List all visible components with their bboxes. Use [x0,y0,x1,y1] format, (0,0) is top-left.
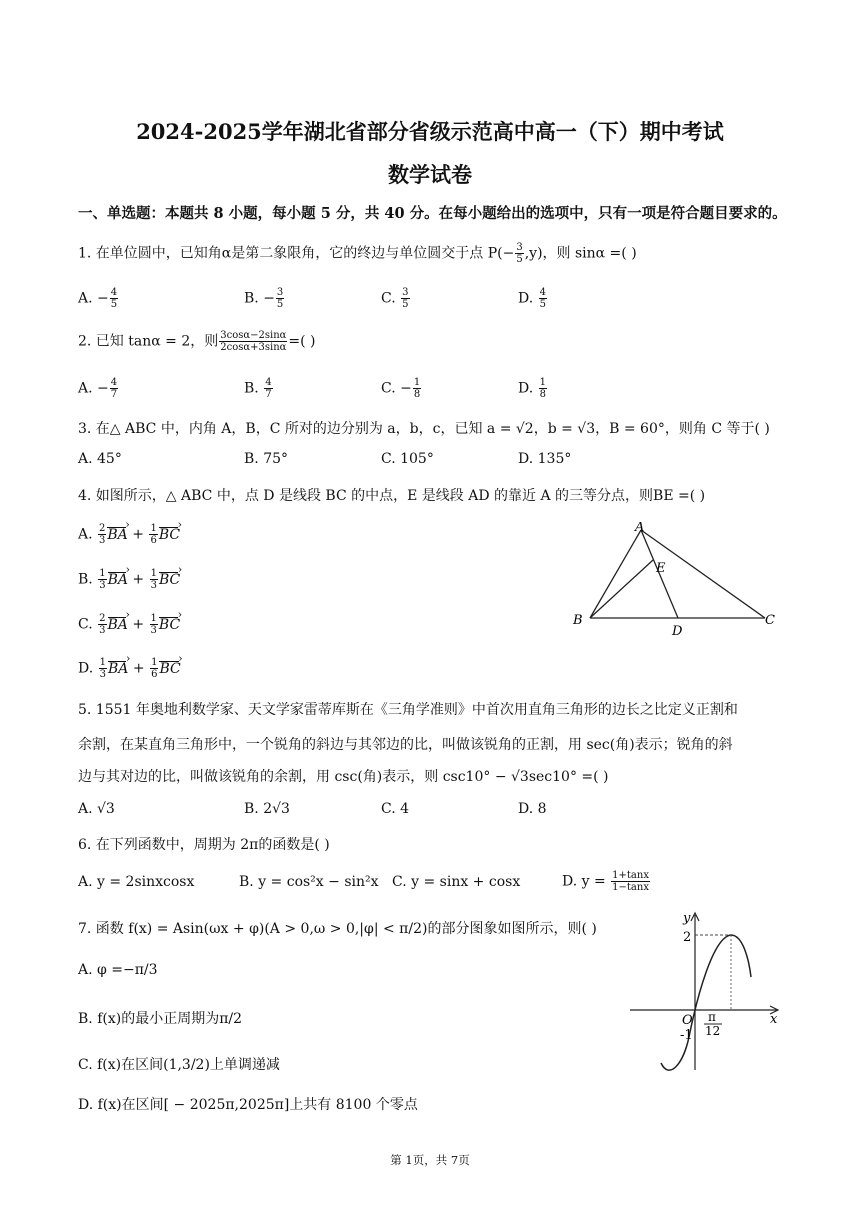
sine-graph-figure [625,905,790,1075]
graph-label-12: 12 [705,1024,721,1038]
page-subtitle: 数学试卷 [388,162,472,187]
q5-option-d: D. 8 [518,801,547,817]
q7-option-b: B. f(x)的最小正周期为π/2 [78,1011,243,1027]
graph-label-o: O [682,1013,693,1028]
q5-option-c: C. 4 [381,801,410,817]
q2-numerator: 3cosα−2sinα [220,330,287,341]
q7-option-d: D. f(x)在区间[ − 2025π,2025π]上共有 8100 个零点 [78,1097,418,1113]
graph-label-x: x [770,1012,778,1027]
q6-option-b: B. y = cos²x − sin²x [239,874,379,890]
q6-option-c: C. y = sinx + cosx [392,874,521,890]
triangle-figure [565,522,785,642]
question-7: 7. 函数 f(x) = Asin(ωx + φ)(A > 0,ω > 0,|φ| < π/2)的部分图象如图所示，则( ) [78,921,597,937]
q5-option-b: B. 2√3 [244,801,290,817]
q1-option-c: C. $\frac{3}{5}$ [381,287,409,310]
q1-option-b: B. − $\frac{3}{5}$ [244,287,284,310]
label-b: B [573,613,583,628]
q2-option-c: C. − $\frac{1}{8}$ [381,377,421,400]
q3-option-c: C. 105° [381,451,434,467]
label-c: C [765,613,775,628]
page-footer: 第 1页，共 7页 [390,1153,470,1167]
q1-text-pre: 1. 在单位圆中，已知角α是第二象限角，它的终边与单位圆交于点 P(− [78,245,515,262]
graph-label-y: y [683,911,691,926]
question-2 [78,330,316,353]
section-heading: 一、单选题：本题共 8 小题，每小题 5 分，共 40 分。在每小题给出的选项中，只有一项是符合题目要求的。 [78,205,787,222]
q7-option-a: A. φ =−π/3 [78,962,158,978]
q6-option-a: A. y = 2sinxcosx [78,874,195,890]
q3-option-b: B. 75° [244,451,289,467]
label-a: A [635,522,645,535]
label-d: D [672,624,683,639]
q2-option-a: A. − $\frac{4}{7}$ [78,377,118,400]
q1-option-d: D. $\frac{4}{5}$ [518,287,547,310]
q2-option-d: D. $\frac{1}{8}$ [518,377,547,400]
q5-option-a: A. √3 [78,801,115,817]
label-e: E [656,561,666,576]
q2-text-post: =( ) [288,333,316,350]
question-5-line1: 5. 1551 年奥地利数学家、天文学家雷蒂库斯在《三角学准则》中首次用直角三角形的边长之比定义正割和 [78,702,738,718]
page-title: 2024-2025学年湖北省部分省级示范高中高一（下）期中考试 [136,119,724,144]
question-6: 6. 在下列函数中，周期为 2π的函数是( ) [78,837,330,853]
q4-option-c: C. $\frac{2}{3}$ BA › + $\frac{1}{3}$ BC › [78,613,180,636]
graph-label-pi: π [708,1010,716,1024]
q2-option-b: B. $\frac{4}{7}$ [244,377,272,400]
q7-option-c: C. f(x)在区间(1,3/2)上单调递减 [78,1057,280,1073]
graph-label-2: 2 [683,930,692,945]
q2-text-pre: 2. 已知 tanα = 2，则 [78,333,219,350]
q2-denominator: 2cosα+3sinα [220,342,287,353]
graph-label-neg1: -1 [680,1028,693,1043]
question-5-line3: 边与其对边的比，叫做该锐角的余割，用 csc(角)表示，则 csc10° − √3sec10° =( ) [78,769,609,785]
question-4: 4. 如图所示，△ ABC 中，点 D 是线段 BC 的中点，E 是线段 AD 的靠近 A 的三等分点，则BE =( ) [78,488,706,504]
question-1: 1. 在单位圆中，已知角α是第二象限角，它的终边与单位圆交于点 P(− $\frac{3}{5}$ ,y)，则 sinα =( ) [78,242,637,265]
q3-option-d: D. 135° [518,451,572,467]
q3-option-a: A. 45° [78,451,122,467]
question-5-line2: 余割，在某直角三角形中，一个锐角的斜边与其邻边的比，叫做该锐角的正割，用 sec(角)表示；锐角的斜 [78,737,733,753]
q4-option-a: A. $\frac{2}{3}$ BA › + $\frac{1}{6}$ BC › [78,523,180,546]
question-3: 3. 在△ ABC 中，内角 A，B，C 所对的边分别为 a，b，c，已知 a = √2，b = √3，B = 60°，则角 C 等于( ) [78,421,770,437]
q4-option-d: D. $\frac{1}{3}$ BA › + $\frac{1}{6}$ BC › [78,657,181,680]
q4-option-b: B. $\frac{1}{3}$ BA › + $\frac{1}{3}$ BC › [78,568,180,591]
q1-text-post: ,y)，则 sinα =( ) [524,245,637,262]
q1-option-a: A. − $\frac{4}{5}$ [78,287,118,310]
q6-option-d: D. y = $\frac{1+\tan x}{1-\tan x}$ [562,870,649,893]
